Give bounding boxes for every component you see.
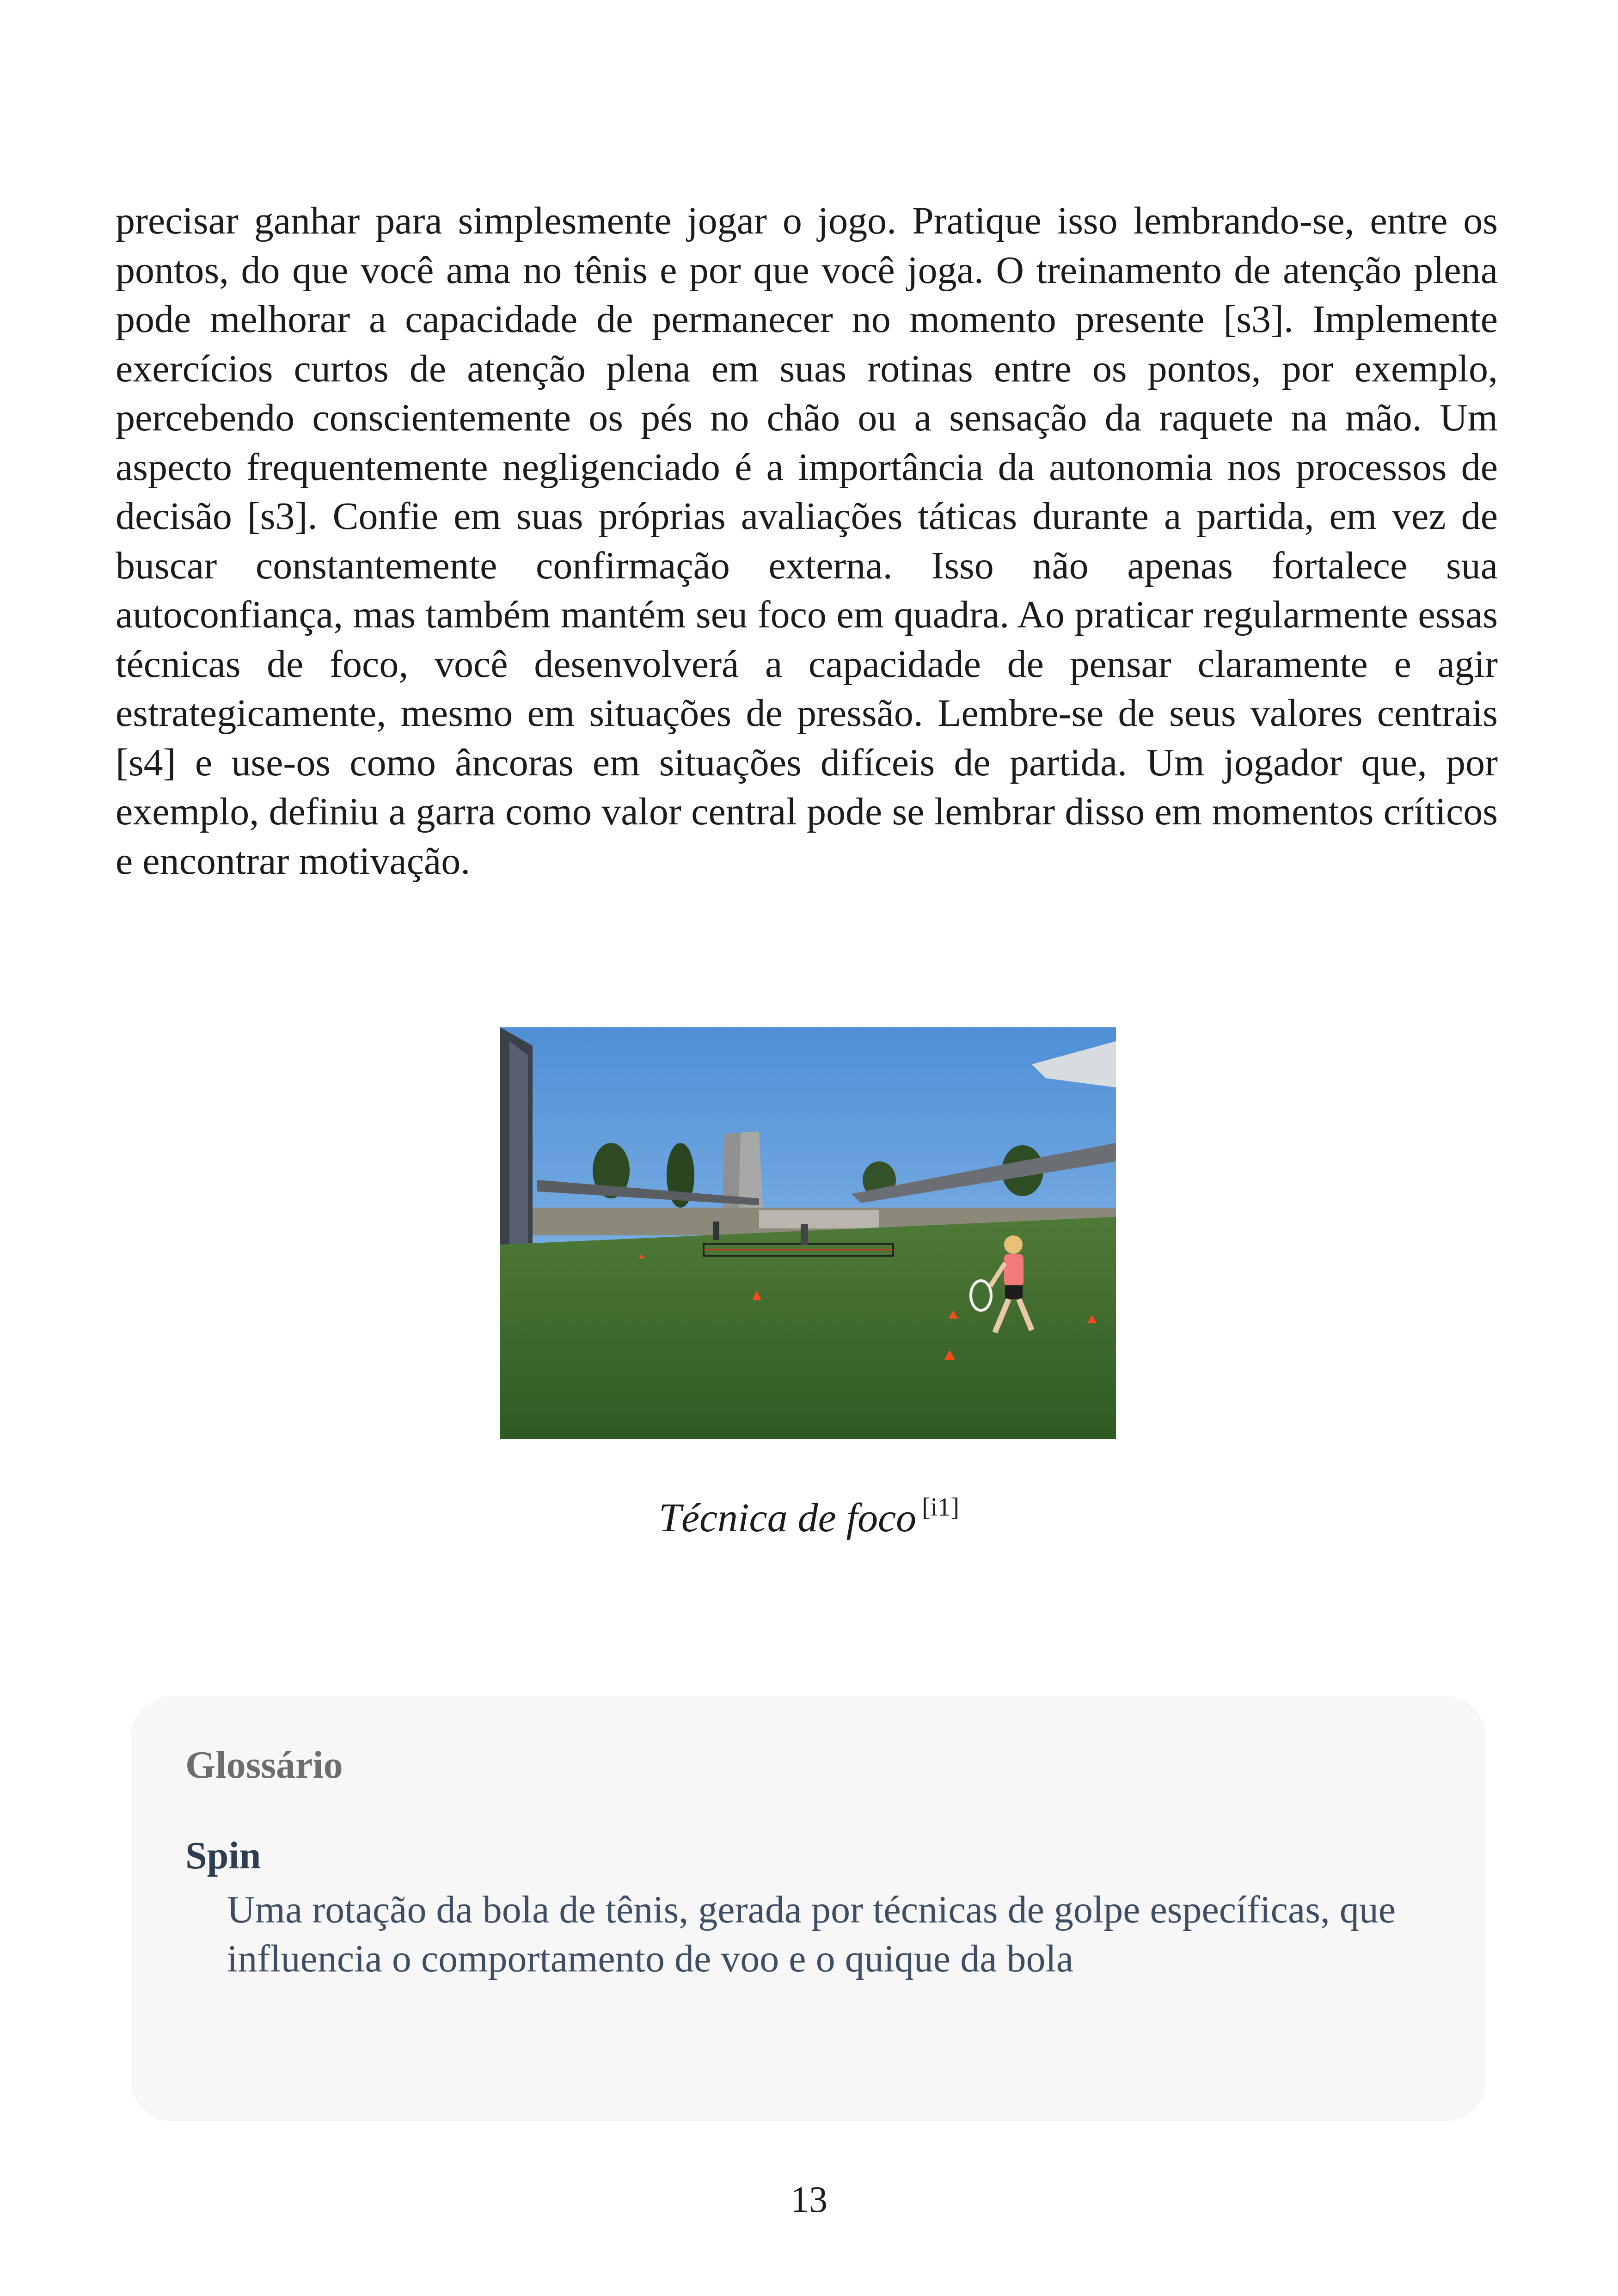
glossary-box	[131, 1696, 1486, 2121]
glossary-definition: Uma rotação da bola de tênis, gerada por técnicas de golpe específicas, que influencia o comportamento de voo e o quique da bola	[227, 1888, 1396, 1980]
page-number: 13	[791, 2179, 827, 2220]
glossary-term: Spin	[185, 1834, 261, 1877]
body-paragraph: precisar ganhar para simplesmente jogar o jogo. Pratique isso lembrando-se, entre os pontos, do que você ama no tênis e por que você joga. O treinamento de atenção plena pode melhorar a capacidade de permanecer no momento presente [s3]. Implemente exercícios curtos de atenção plena em suas rotinas entre os pontos, por exemplo, percebendo conscientemente os pés no chão ou a sensação da raquete na mão. Um aspecto frequentemente negligenciado é a importância da autonomia nos processos de decisão [s3]. Confie em suas próprias avaliações táticas durante a partida, em vez de buscar constantemente confirmação externa. Isso não apenas fortalece sua autoconfiança, mas também mantém seu foco em quadra. Ao praticar regularmente essas técnicas de foco, você desenvolverá a capacidade de pensar claramente e agir estrategicamente, mesmo em situações de pressão. Lembre-se de seus valores centrais [s4] e use-os como âncoras em situações difíceis de partida. Um jogador que, por exemplo, definiu a garra como valor central pode se lembrar disso em momentos críticos e encontrar motivação.	[116, 199, 1498, 883]
glossary-heading: Glossário	[185, 1743, 343, 1786]
caption-text: Técnica de foco	[659, 1496, 917, 1541]
tennis-court-photo	[500, 1027, 1116, 1439]
figure-caption	[0, 1484, 1618, 1541]
caption-reference: [i1]	[922, 1493, 959, 1522]
